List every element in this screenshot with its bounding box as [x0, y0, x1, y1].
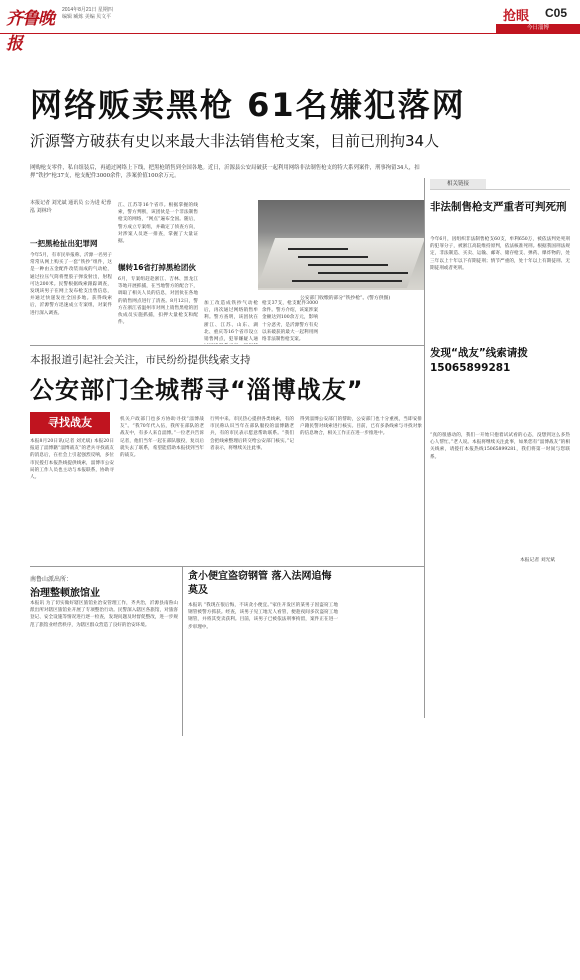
hotline-text: “真的很感动的，我们一开始只抱着试试看的心态，没想到这么多热心人帮忙。”老人说。本报将继续关注此事，如果您有“淄博战友”的相关线索，请拨打本报热线15065899281，我们将第一时间与您联系。 [430, 433, 570, 460]
related-title: 非法制售枪支严重者可判死刑 [430, 201, 567, 213]
story4-headline: 贪小便宜盗窃钢管 落入法网追悔莫及 [188, 571, 332, 596]
masthead-logo: 齐鲁晚报 [6, 9, 54, 54]
section-divider [30, 345, 424, 346]
gun-shape [288, 248, 348, 250]
story1-byline: 本报记者 刘光斌 通讯员 公为进 纪蓉泓 刘林玲 [30, 200, 112, 214]
gun-shape [298, 256, 368, 258]
header-rule [0, 33, 580, 34]
header-date [62, 7, 113, 21]
section-tab: 今日淄博 [496, 24, 580, 33]
story1-column-2: 江、江苏等16个省市。根据掌握的线索，警方判断，该团伙是一个非法制售枪支的网络，“网点”遍布全国。随后，警方成立专案组，并确定了侦查方向，对涉案人员逐一排查，掌握了大量证据。 [118, 203, 198, 245]
gun-shape [318, 272, 408, 274]
story2-column-4: 得到淄博公安部门的帮助，公安部门也十分重视，当即安排户籍民警对线索进行核实。目前，已有多条线索与寻找对象的信息吻合，相关工作正在进一步推进中。 [300, 417, 422, 437]
story2-column-2: 机关户政部门也多方协助寻找“淄博战友”。“我70年代入伍，我所在部队的老战友中，有多人来自淄博。”一位老兵告诉记者，他们当年一起在部队服役，复员后就失去了联系，希望能借助本报找到当年的战友。 [120, 417, 204, 459]
page-number: C05 [545, 6, 568, 20]
hotline-byline: 本报记者 刘光斌 [520, 558, 556, 563]
story1-column-5: 枪支37支，枪支配件3000余件。警方介绍，该案涉案金额达到100余万元，影响十分恶劣，是沂源警方有史以来破获的最大一起利用网络非法制售枪支案。 [262, 301, 318, 343]
editors-line: 编辑 臧炼 美编 贝文平 [62, 14, 112, 20]
story1-column-4: 加工改造成铁抄气动枪后，再次通过网络销售牟利。警方查明，该团伙在浙江、江苏、山东、湖北、重庆等16个省市设立销售网点，犯罪嫌疑人通 [204, 301, 258, 343]
story1-column-3: 6月，专案组赶赴浙江、吉林、黑龙江等地开展抓捕，在当地警方的配合下，调取了相关人员的信息，对团伙在各地的销售网点进行了清查。8月12日，警方在浙江省温州市对网上销售黑枪的团伙成员实施抓捕，扣押大量枪支和配件。 [118, 277, 198, 326]
story3-kicker: 南鲁山派出所： [30, 576, 73, 583]
story4-text: 本报讯 “我现在很后悔，不该贪小便宜。”家住开发区的某男子因盗窃工地钢管被警方抓获。经查，该男子见工地无人看管，便趁夜间多次盗窃工地钢管，并将其变卖获利。目前，该男子已被依法刑事拘留，案件正在进一步审理中。 [188, 603, 338, 630]
related-link-tab: 相关链接 [430, 179, 486, 189]
photo-caption: 公安部门收缴的部分“铁抄枪”。(警方供图) [300, 296, 391, 301]
story2-headline: 公安部门全城帮寻“淄博战友” [30, 376, 364, 404]
story1-subhead-2: 辗转16省打掉黑枪团伙 [118, 263, 196, 272]
story3-text: 本报讯 为了切实做好辖区旅馆业治安管理工作，齐共治，沂源县南鲁山派出所对辖区旅馆业开展了专项整治行动。民警深入辖区各旅馆，对旅客登记、安全设施等情况进行逐一检查，发现问题及时督促整改，进一步规范了旅馆业经营秩序，为辖区群众营造了良好的治安环境。 [30, 601, 178, 628]
story1-lead: 网购枪支零件，私自组装后，再通过网络上下线，把黑枪销售到全国各地。近日，沂源县公安局破获一起利用网络非法制售枪支的特大系列案件，刑事拘留34人，扣押“铁抄”枪37支，枪支配件3000余件，涉案价值100余万元。 [30, 165, 420, 179]
related-text: 今年6月，因组织非法制售枪支60支，牟利650万，被依法判处死刑的犯罪分子，被浙江高院维持原判，依法核准死刑。根据我国刑法规定，非法制造、买卖、运输、邮寄、储存枪支、弹药、爆炸物的，处三年以上十年以下有期徒刑；情节严重的，处十年以上有期徒刑、无期徒刑或者死刑。 [430, 237, 570, 271]
section-divider [30, 566, 424, 567]
section-name: 抢眼 [503, 9, 530, 24]
column-logo: 寻找战友 [30, 412, 110, 434]
gun-shape [292, 280, 402, 282]
story1-subheadline: 沂源警方破获有史以来最大非法销售枪支案，目前已刑拘34人 [30, 132, 440, 150]
story1-headline: 网络贩卖黑枪 61名嫌犯落网 [30, 86, 466, 124]
column-divider [182, 566, 183, 736]
story3-headline: 治理整顿旅馆业 [30, 588, 100, 599]
hotline-title: 发现“战友”线索请拨15065899281 [430, 347, 528, 374]
story2-column-1: 本报8月20日讯(记者 刘光斌) 本报20日报道了淄博籍“淄博战友”的老兵寻找战友的消息后，在社会上引起强烈反响，多位市民拨打本报热线提供线索，淄博市公安局的工作人员也主动与本报联系，协助寻人。 [30, 439, 114, 481]
date-line: 2014年8月21日 星期四 [62, 7, 113, 13]
story1-subhead-1: 一把黑枪扯出犯罪网 [30, 239, 98, 248]
gun-shape [308, 264, 388, 266]
story2-notice: 本报报道引起社会关注，市民纷纷提供线索支持 [30, 354, 251, 366]
story2-column-3: 行列中来。市民热心提供各类线索，有的市民称认识当年在部队服役的淄博籍老兵，有的市民表示愿意帮助联系。“我们会把线索整理后转交给公安部门核实。”记者表示，将继续关注此事。 [210, 417, 294, 451]
column-divider [424, 178, 425, 718]
story1-column-1: 今年5月，有市民举报称，沂源一名男子常常从网上购买了一套“铁抄”组件，这是一种由五金配件改装而成的气动枪，通过拉压气筒将塑胶子弹发射出，射程可达200米。民警根据线索跟踪调查，发现该男子在网上发布枪支出售信息，并通过快递发往全国多地。获得线索后，沂源警方迅速成立专案组，对案件进行深入调查。 [30, 253, 112, 316]
seized-guns-photo [258, 200, 424, 290]
